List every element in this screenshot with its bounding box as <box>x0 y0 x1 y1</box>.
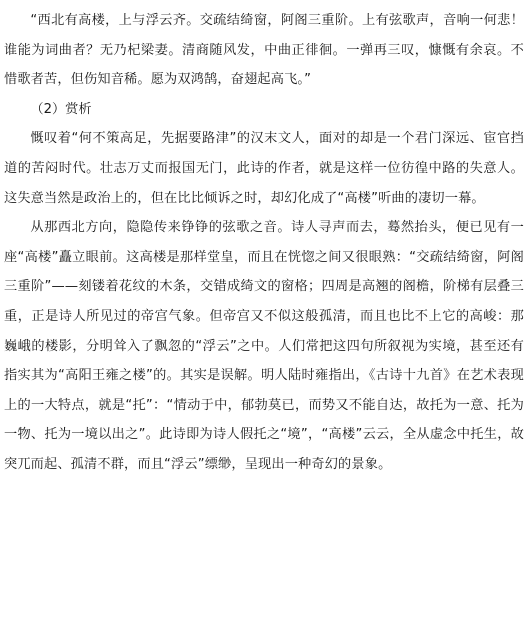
section-heading: （2）赏析 <box>30 101 92 117</box>
body-paragraph-1: 慨叹着“何不策高足，先据要路津”的汉末文人，面对的却是一个君门深远、宦官挡道的苦闷时代。壮志万丈而报国无门，此诗的作者，就是这样一位彷徨中路的失意人。这失意当然是政治上的，但在比比倾诉之时，却幻化成了“高楼”听曲的凄切一幕。 <box>4 131 524 206</box>
body-paragraph-2: 从那西北方向，隐隐传来铮铮的弦歌之音。诗人寻声而去，蓦然抬头，便已见有一座“高楼”矗立眼前。这高楼是那样堂皇，而且在恍惚之间又很眼熟：“交疏结绮窗，阿阁三重阶”——刻镂着花纹的木条，交错成绮文的窗格；四周是高翘的阁檐，阶梯有层叠三重，正是诗人所见过的帝宫气象。但帝宫又不似这般孤清，而且也比不上它的高峻：那巍峨的楼影，分明耸入了飘忽的“浮云”之中。人们常把这四句所叙视为实境，甚至还有指实其为“高阳王雍之楼”的。其实是误解。明人陆时雍指出，《古诗十九首》在艺术表现上的一大特点，就是“托”：“情动于中，郁勃莫已，而势又不能自达，故托为一意、托为一物、托为一境以出之”。此诗即为诗人假托之“境”，“高楼”云云，全从虚念中托生，故突兀而起、孤清不群，而且“浮云”缥缈，呈现出一种奇幻的景象。 <box>4 220 524 472</box>
poem-quote-paragraph: “西北有高楼，上与浮云齐。交疏结绮窗，阿阁三重阶。上有弦歌声，音响一何悲！谁能为词曲者？无乃杞梁妻。清商随风发，中曲正徘徊。一弹再三叹，慷慨有余哀。不惜歌者苦，但伤知音稀。愿为双鸿鹄，奋翅起高飞。” <box>4 13 524 88</box>
